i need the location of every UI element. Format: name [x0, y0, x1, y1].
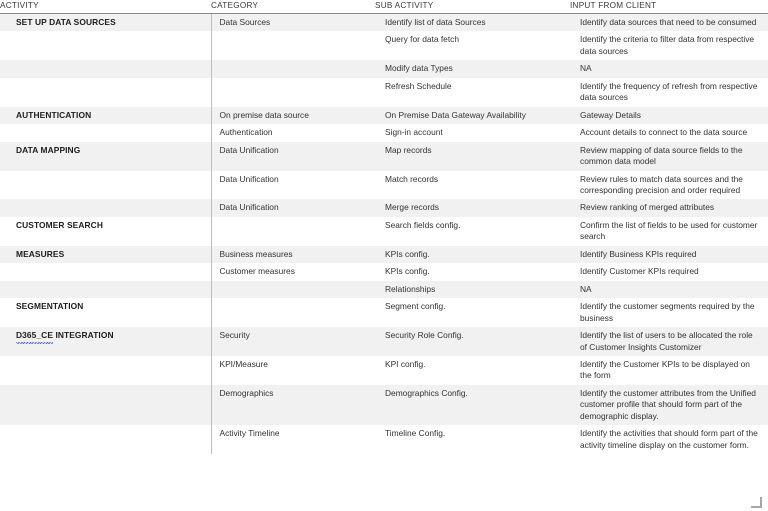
cell-input-from-client: Identify the customer segments required by the business [580, 301, 755, 323]
cell-sub-activity: Query for data fetch [385, 34, 460, 45]
cell-activity [0, 425, 211, 454]
cell-activity [0, 356, 211, 385]
cell-category [211, 31, 375, 60]
cell-input-from-client: Identify the customer attributes from the Unified customer profile that should form part of the demographic display. [570, 385, 768, 425]
cell-category: On premise data source [211, 107, 375, 124]
cell-input-from-client: Identify the Customer KPIs to be displayed on the form [580, 358, 750, 381]
cell-input-from-client: Identify data sources that need to be consumed [570, 14, 768, 32]
column-header-category [211, 0, 375, 14]
column-header-activity-label: ACTIVITY [0, 1, 39, 10]
cell-activity [0, 171, 211, 200]
cell-category: Business measures [211, 246, 375, 263]
table-row [0, 142, 768, 171]
cell-sub-activity: On Premise Data Gateway Availability [375, 107, 570, 124]
cell-activity: SEGMENTATION [0, 298, 211, 327]
column-header-input-from-client [570, 0, 768, 14]
cell-activity [0, 281, 211, 298]
table-row [0, 217, 768, 246]
cell-activity: MEASURES [0, 246, 211, 263]
cell-category: Customer measures [219, 266, 295, 277]
cell-sub-activity: Sign-in account [385, 127, 443, 138]
table-row [0, 385, 768, 425]
cell-input-from-client: Identify the criteria to filter data from respective data sources [580, 34, 755, 56]
table-row [0, 356, 768, 385]
cell-sub-activity: KPIs config. [385, 266, 430, 277]
column-header-input-from-client-label: INPUT FROM CLIENT [570, 1, 657, 10]
cell-input-from-client: Identify the frequency of refresh from respective data sources [580, 80, 758, 103]
table-row [0, 425, 768, 454]
cell-sub-activity: Identify list of data Sources [375, 14, 570, 32]
cell-category: Security [211, 327, 375, 356]
activity-label-rest: INTEGRATION [53, 330, 114, 341]
cell-sub-activity: Demographics Config. [375, 385, 570, 425]
cell-input-from-client: Review rules to match data sources and the corresponding precision and order required [580, 173, 743, 195]
cell-activity: DATA MAPPING [0, 142, 211, 171]
column-header-sub-activity [375, 0, 570, 14]
cell-input-from-client: NA [570, 281, 768, 298]
cell-category: Activity Timeline [219, 428, 280, 439]
cell-sub-activity: Segment config. [385, 301, 446, 312]
cell-sub-activity: Relationships [375, 281, 570, 298]
cell-sub-activity: KPIs config. [375, 246, 570, 263]
column-header-category-label: CATEGORY [211, 1, 259, 10]
cell-activity: CUSTOMER SEARCH [0, 217, 211, 246]
table-body [0, 14, 768, 455]
cell-category: Authentication [219, 127, 273, 138]
cell-input-from-client: Identify Customer KPIs required [580, 266, 699, 277]
table-row [0, 31, 768, 60]
cell-activity [0, 60, 211, 77]
cell-activity [0, 327, 211, 356]
spellcheck-underlined-text: D365_CE [16, 330, 53, 342]
table-row [0, 281, 768, 298]
cell-input-from-client: Gateway Details [570, 107, 768, 124]
cell-category [211, 298, 375, 327]
cell-activity: SET UP DATA SOURCES [0, 14, 211, 32]
cell-input-from-client: Account details to connect to the data source [580, 127, 748, 138]
cell-category: Data Sources [211, 14, 375, 32]
cell-sub-activity: Modify data Types [375, 60, 570, 77]
table-row [0, 107, 768, 124]
column-header-sub-activity-label: SUB ACTIVITY [375, 1, 434, 10]
table-row [0, 60, 768, 77]
cell-activity [0, 31, 211, 60]
cell-sub-activity: Timeline Config. [385, 428, 446, 439]
table-row [0, 263, 768, 280]
cell-category [211, 281, 375, 298]
table-row [0, 171, 768, 200]
cell-sub-activity: Merge records [375, 199, 570, 216]
table-row [0, 246, 768, 263]
cell-activity: AUTHENTICATION [0, 107, 211, 124]
table-row [0, 327, 768, 356]
table-row [0, 78, 768, 107]
cell-sub-activity: Security Role Config. [375, 327, 570, 356]
cell-input-from-client: Review ranking of merged attributes [570, 199, 768, 216]
cell-input-from-client: Review mapping of data source fields to the common data model [570, 142, 768, 171]
cell-category: Demographics [211, 385, 375, 425]
cell-input-from-client: NA [570, 60, 768, 77]
cell-input-from-client: Identify Business KPIs required [570, 246, 768, 263]
cell-sub-activity: Search fields config. [385, 219, 461, 230]
cell-category: Data Unification [211, 142, 375, 171]
cell-category: Data Unification [219, 173, 279, 184]
table-row [0, 124, 768, 141]
table-header [0, 0, 768, 14]
cell-sub-activity: Match records [385, 173, 439, 184]
column-header-activity [0, 0, 211, 14]
cell-activity [0, 124, 211, 141]
cell-category: Data Unification [211, 199, 375, 216]
cell-category: KPI/Measure [219, 358, 268, 369]
cell-activity [0, 263, 211, 280]
cell-category [211, 78, 375, 107]
cell-input-from-client: Identify the activities that should form part of the activity timeline display on the customer form. [580, 428, 758, 450]
cell-category [211, 60, 375, 77]
cell-activity [0, 199, 211, 216]
cell-input-from-client: Confirm the list of fields to be used for customer search [580, 219, 758, 242]
cell-input-from-client: Identify the list of users to be allocated the role of Customer Insights Customizer [570, 327, 768, 356]
cell-sub-activity: Refresh Schedule [385, 80, 452, 91]
table-row [0, 199, 768, 216]
table-resize-handle-icon[interactable] [751, 497, 762, 508]
cell-sub-activity: KPI config. [385, 358, 426, 369]
table-row [0, 14, 768, 32]
table-row [0, 298, 768, 327]
cell-activity [0, 78, 211, 107]
cell-category [211, 217, 375, 246]
cell-sub-activity: Map records [375, 142, 570, 171]
cell-activity [0, 385, 211, 425]
